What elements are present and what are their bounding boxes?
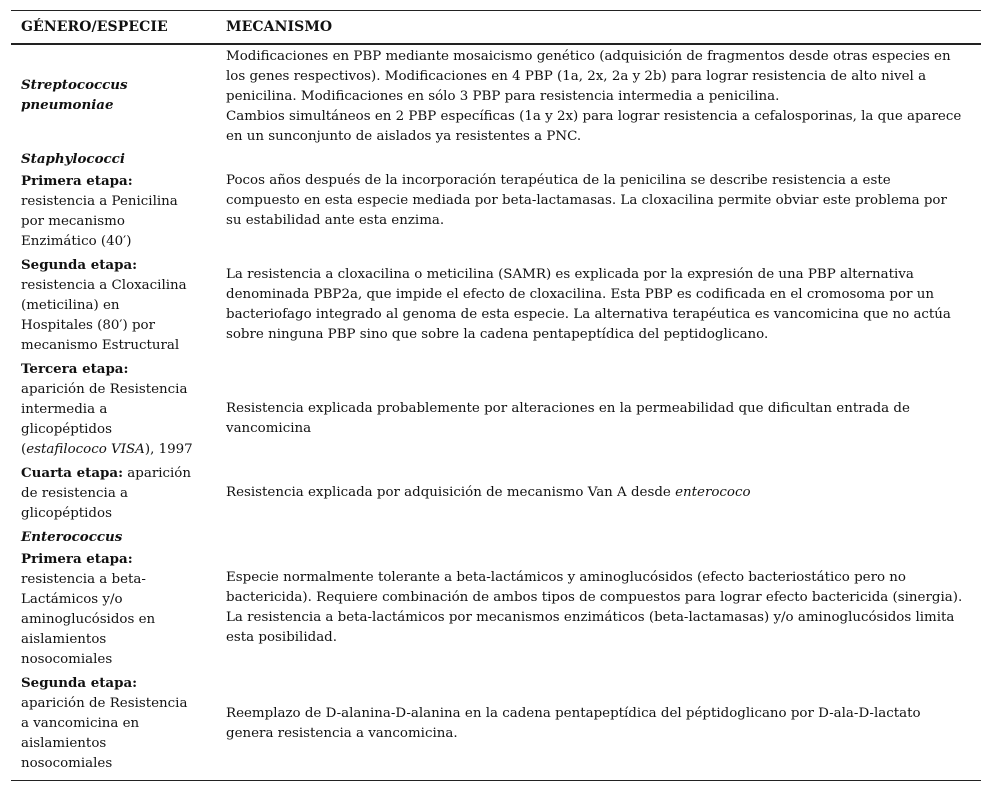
staph-stage1 (21, 171, 193, 252)
entero-stage1-mechanism: Especie normalmente tolerante a beta-lactámicos y aminoglucósidos (efecto bacteriostático pero no bactericida). Requiere combinación de ambos tipos de compuestos para lograr efecto bactericida (sinergia). La resistencia a beta-lactámicos por mecanismos enzimáticos (beta-lactamasas) y/o aminoglucósidos limita esta posibilidad. (226, 570, 963, 645)
staph-stage2 (21, 255, 193, 356)
staph-stage4-desc: aparición de resistencia a glicopéptidos (21, 466, 191, 521)
staph-stage3-label: Tercera etapa: (21, 361, 129, 377)
staph-stage4 (21, 463, 193, 524)
staph-stage4-label: Cuarta etapa: (21, 465, 124, 481)
staph-stage2-mechanism: La resistencia a cloxacilina o meticilina (SAMR) es explicada por la expresión de una PBP alternativa denominada PBP2a, que impide el efecto de cloxacilina. Esta PBP es codificada en el cromosoma por un bacteriofago integrado al genoma de esta especie. La alternativa terapéutica es vancomicina que no actúa sobre ninguna PBP sino que sobre la cadena pentapeptídica del peptidoglicano. (226, 267, 951, 342)
genus-enterococcus: Enterococcus (21, 529, 123, 545)
entero-stage2-desc: aparición de Resistencia a vancomicina en aislamientos nosocomiales (21, 696, 188, 771)
mechanism-streptococcus-p1: Modificaciones en PBP mediante mosaicismo genético (adquisición de fragmentos desde otras especies en los genes respectivos). Modificaciones en 4 PBP (1a, 2x, 2a y 2b) para lograr resistencia de alto nivel a penicilina. Modificaciones en sólo 3 PBP para resistencia intermedia a penicilina. (226, 49, 951, 104)
species-streptococcus: Streptococcus pneumoniae (21, 77, 128, 113)
table-top-rule (11, 10, 981, 11)
staph-stage3-desc-b: ), 1997 (144, 442, 193, 457)
table-bottom-rule (11, 780, 981, 781)
staph-stage1-desc: resistencia a Penicilina por mecanismo Enzimático (40′) (21, 194, 178, 249)
staph-stage3-mechanism: Resistencia explicada probablemente por alteraciones en la permeabilidad que dificultan entrada de vancomicina (226, 401, 910, 436)
entero-stage2-mechanism: Reemplazo de D-alanina-D-alanina en la cadena pentapeptídica del péptidoglicano por D-ala-D-lactato genera resistencia a vancomicina. (226, 706, 921, 741)
entero-stage1-desc: resistencia a beta-Lactámicos y/o aminoglucósidos en aislamientos nosocomiales (21, 572, 156, 667)
mechanism-streptococcus-p2: Cambios simultáneos en 2 PBP específicas (1a y 2x) para lograr resistencia a cefalosporinas, la que aparece en un sunconjunto de aislados ya resistentes a PNC. (226, 109, 962, 144)
staph-stage4-mechanism (226, 483, 966, 503)
entero-stage2 (21, 673, 193, 774)
table-header-rule (11, 43, 981, 45)
staph-stage4-mech-a: Resistencia explicada por adquisición de mecanismo Van A desde (226, 485, 676, 500)
staph-stage2-label: Segunda etapa: (21, 257, 138, 273)
entero-stage1-label: Primera etapa: (21, 551, 133, 567)
staph-stage3 (21, 359, 193, 460)
staph-stage1-label: Primera etapa: (21, 173, 133, 189)
staph-stage1-mechanism: Pocos años después de la incorporación terapéutica de la penicilina se describe resistencia a este compuesto en esta especie mediada por beta-lactamasas. La cloxacilina permite obviar este problema por su estabilidad ante esta enzima. (226, 173, 947, 228)
header-mecanismo: MECANISMO (226, 19, 333, 35)
staph-stage2-desc: resistencia a Cloxacilina (meticilina) en Hospitales (80′) por mecanismo Estructural (21, 278, 187, 353)
entero-stage1 (21, 549, 193, 670)
staph-stage4-mech-italic: enterococo (675, 485, 751, 500)
entero-stage2-label: Segunda etapa: (21, 675, 138, 691)
staph-stage3-desc-italic: estafilococo VISA (26, 442, 145, 457)
mechanism-streptococcus (226, 47, 966, 147)
header-genero-especie: GÉNERO/ESPECIE (21, 19, 168, 35)
genus-staphylococci: Staphylococci (21, 151, 125, 167)
staph-stage3-desc-a: aparición de Resistencia intermedia a glicopéptidos ( (21, 382, 188, 457)
